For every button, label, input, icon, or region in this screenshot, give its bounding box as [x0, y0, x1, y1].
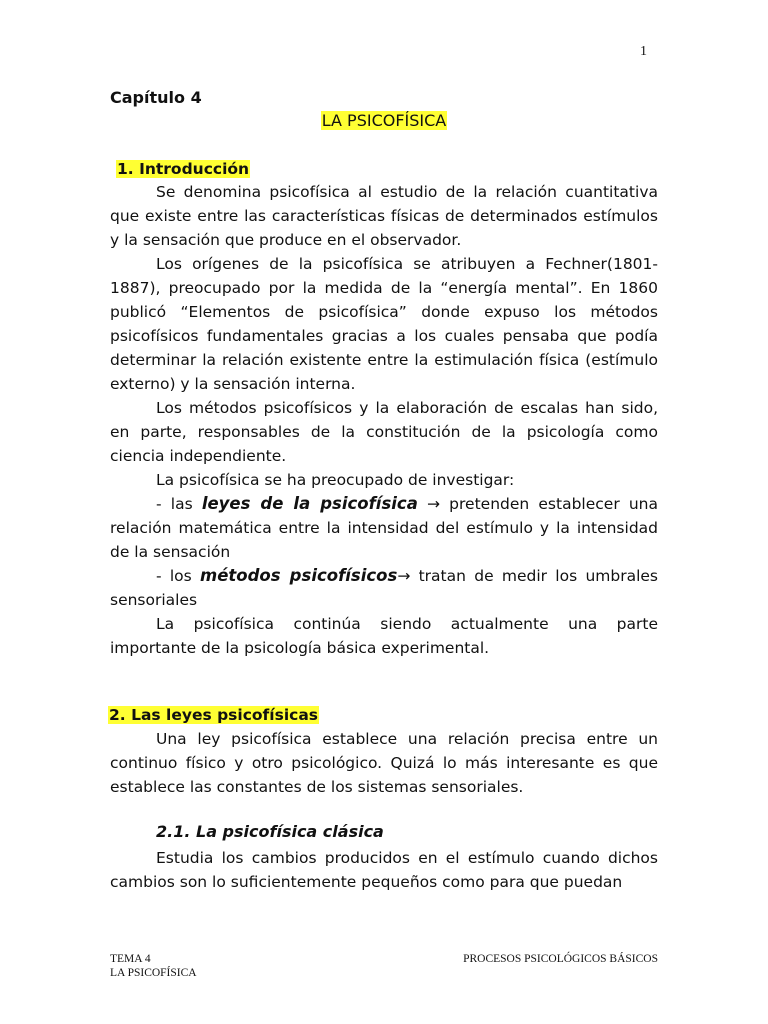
page-footer [110, 952, 658, 980]
list-item-metodos-emphasis: métodos psicofísicos [200, 566, 398, 585]
section-2-heading [108, 706, 319, 724]
section-1-paragraph-5: La psicofísica continúa siendo actualmente una parte importante de la psicología básica experimental. [110, 615, 658, 657]
section-1-body [110, 180, 658, 660]
section-1-paragraph-2: Los orígenes de la psicofísica se atribuyen a Fechner(1801-1887), preocupado por la medida de la “energía mental”. En 1860 publicó “Elementos de psicofísica” donde expuso los métodos psicofísicos fundamentales gracias a los cuales pensaba que podía determinar la relación existente entre la estimulación física (estímulo externo) y la sensación interna. [110, 255, 658, 393]
page-title-text: LA PSICOFÍSICA [321, 111, 447, 130]
footer-left-line-2: LA PSICOFÍSICA [110, 967, 197, 979]
page-title [0, 111, 768, 130]
section-1-paragraph-4: La psicofísica se ha preocupado de investigar: [156, 471, 515, 489]
list-item-leyes-text: → pretenden establecer una relación matemática entre la intensidad del estímulo y la intensidad de la sensación [110, 495, 659, 561]
list-item-metodos-prefix: - los [156, 567, 201, 585]
section-2-1-paragraph-1: Estudia los cambios producidos en el estímulo cuando dichos cambios son lo suficientemente pequeños como para que puedan [110, 849, 658, 891]
section-2-paragraph-1: Una ley psicofísica establece una relación precisa entre un continuo físico y otro psicológico. Quizá lo más interesante es que establece las constantes de los sistemas sensoriales. [110, 730, 658, 796]
list-item-leyes-prefix: - las [156, 495, 202, 513]
footer-left-line-1: TEMA 4 [110, 953, 151, 965]
list-item-metodos-text: → tratan de medir los umbrales sensoriales [110, 567, 658, 609]
footer-right: PROCESOS PSICOLÓGICOS BÁSICOS [463, 953, 658, 965]
section-1-paragraph-3: Los métodos psicofísicos y la elaboración de escalas han sido, en parte, responsables de la constitución de la psicología como ciencia independiente. [110, 399, 658, 465]
chapter-label: Capítulo 4 [110, 88, 202, 107]
section-1-heading-text: 1. Introducción [117, 160, 250, 178]
page-number: 1 [640, 44, 647, 59]
list-item-leyes-emphasis: leyes de la psicofísica [201, 494, 418, 513]
section-2-1-body [110, 846, 658, 894]
section-1-paragraph-1: Se denomina psicofísica al estudio de la relación cuantitativa que existe entre las características físicas de determinados estímulos y la sensación que produce en el observador. [110, 183, 658, 249]
list-item-metodos [110, 564, 658, 612]
list-item-leyes [110, 492, 658, 564]
section-1-heading [116, 160, 250, 178]
section-2-body [110, 727, 658, 799]
section-2-heading-text: 2. Las leyes psicofísicas [109, 706, 319, 724]
section-2-1-heading: 2.1. La psicofísica clásica [156, 822, 384, 841]
